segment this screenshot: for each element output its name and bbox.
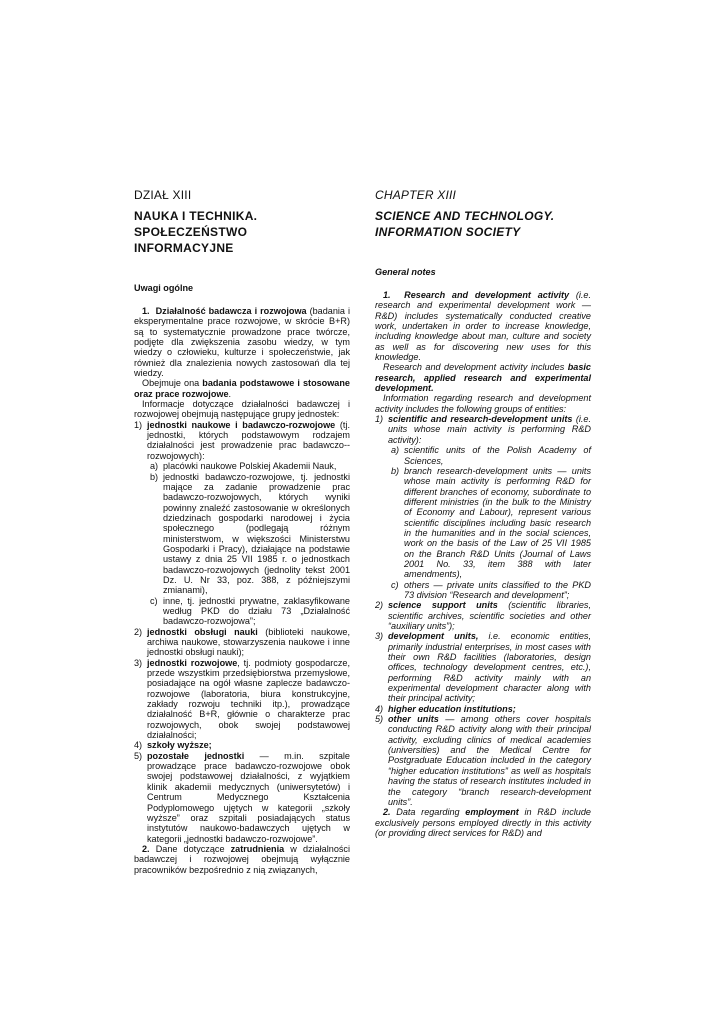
sub-list-item	[147, 472, 350, 596]
sub-list-marker: c)	[391, 579, 399, 590]
list-item	[375, 600, 591, 631]
paragraph-text: (i.e. research and experimental development work — R&D) includes systematically conducted creative work, undertaken in order to increase knowledge, including knowledge about man, culture and society as well as for discovering new uses for this knowledge.	[375, 290, 592, 363]
paragraph-text: w działalności badawczej i rozwojowej obejmują wyłącznie pracowników bezpośrednio z nią związanych,	[134, 843, 350, 875]
english-column	[375, 188, 591, 838]
chapter-title	[375, 208, 591, 240]
sub-list-marker: b)	[391, 465, 400, 476]
chapter-label: CHAPTER XIII	[375, 188, 457, 202]
sub-list	[388, 445, 591, 600]
list-item-term: jednostki rozwojowe	[147, 657, 238, 668]
list-marker: 5)	[375, 714, 384, 725]
list-item-text: (i.e. units whose main activity is performing R&D activity):	[388, 414, 591, 445]
term-bold: zatrudnienia	[230, 843, 285, 854]
list-marker: 3)	[375, 631, 384, 642]
sub-list-item	[388, 466, 591, 580]
sub-list	[147, 461, 350, 627]
list-item	[375, 704, 591, 714]
term-bold: basic research, applied research and experimental development.	[375, 362, 591, 394]
paragraph-2	[134, 378, 350, 399]
paragraph-2	[375, 362, 591, 393]
list-item-text: (tj. jednostki, których podstawowym rodzajem działalności jest prowadzenie prac badawczo--rozwojowych):	[147, 419, 350, 461]
chapter-title-line-1: NAUKA I TECHNIKA.	[134, 209, 258, 223]
list-item	[375, 631, 591, 703]
list-item-term: science support units	[388, 600, 498, 611]
list-item	[134, 740, 350, 750]
list-item-text: , tj. podmioty gospodarcze, przede wszystkim przedsiębiorstwa przemysłowe, posiadające na ogół własne zaplecze badawczo-rozwojowe (laboratoria, biura konstrukcyjne, zakłady rozwoju techniki itp.), prowadzące działalność B+R, głównie o charakterze prac rozwojowych, obok swojej podstawowej działalności;	[147, 657, 350, 741]
sub-list-text: branch research-development units — units whose main activity is performing R&D for different branches of economy, subordinate to different ministries (in the bulk to the Ministry of Economy and Labour), represent various scientific disciplines including basic research in the humanities and in the social sciences, work on the basis of the Law of 25 VII 1985 on the Branch R&D Units (Journal of Laws 2001 No. 33, item 388 with later amendments),	[404, 465, 591, 580]
list-marker: 5)	[134, 750, 143, 761]
list-item	[134, 658, 350, 741]
list-item-term: development units,	[388, 631, 479, 642]
sub-list-item	[388, 445, 591, 466]
sub-list-item	[388, 580, 591, 601]
list-item	[134, 751, 350, 844]
paragraph-text: in R&D include exclusively persons employed directly in this activity (or providing direct services for R&D) and	[375, 807, 591, 838]
sub-list-marker: a)	[391, 445, 400, 456]
list-marker: 1)	[375, 414, 384, 425]
list-item-term: pozostałe jednostki	[147, 750, 245, 761]
term-bold: Research and development activity	[404, 290, 570, 300]
paragraph-text: .	[228, 388, 232, 399]
list-marker: 2)	[134, 626, 143, 637]
list-item-term: jednostki naukowe i badawczo-rozwojowe	[147, 419, 336, 430]
list-marker: 4)	[375, 703, 384, 714]
polish-column	[134, 188, 350, 875]
chapter-title-line-1: SCIENCE AND TECHNOLOGY.	[375, 209, 555, 223]
paragraph-text: (badania i eksperymentalne prace rozwojowe, w skrócie B+R) są to systematycznie prowadzone prace twórcze, podjęte dla zwiększenia zasobu wiedzy, w tym wiedzy o człowieku, kulturze i społeczeństwie, jak również dla znalezienia nowych zastosowań dla tej wiedzy.	[134, 306, 350, 379]
paragraph-text: Obejmuje ona	[142, 378, 203, 389]
paragraph-text: Dane dotyczące	[149, 843, 231, 854]
paragraph-text: Research and development activity includes	[383, 362, 568, 373]
list-item-text: i.e. economic entities, primarily industrial enterprises, in most cases with their own R&D facilities (laboratories, design offices, technology development centres, etc.), performing R&D activity mainly with an experimental development character along with their principal activity;	[388, 631, 591, 704]
paragraph-number: 1.	[142, 306, 150, 316]
chapter-title-line-2: SPOŁECZEŃSTWO INFORMACYJNE	[134, 225, 248, 255]
sub-list-text: others — private units classified to the PKD 73 division “Research and development”;	[404, 579, 591, 600]
list-item-term: higher education institutions;	[388, 703, 516, 714]
chapter-title-line-2: INFORMATION SOCIETY	[375, 225, 521, 239]
section-subhead: General notes	[375, 267, 436, 277]
chapter-label: DZIAŁ XIII	[134, 188, 192, 202]
paragraph-number: 2.	[383, 807, 391, 818]
sub-list-item	[147, 596, 350, 627]
sub-list-text: jednostki badawczo-rozwojowe, tj. jednostki mające za zadanie prowadzenie prac badawczo-rozwojowych, których wyniki powinny znaleźć zastosowanie w określonych dziedzinach gospodarki narodowej i życia społecznego (podlegają różnym ministerstwom, w większości Ministerstwu Gospodarki i Pracy), działające na podstawie ustawy z dnia 25 VII 1985 r. o jednostkach badawczo-rozwojowych (jednolity tekst 2001 Dz. U. Nr 33, poz. 388, z późniejszymi zmianami),	[163, 471, 350, 596]
list-marker: 4)	[134, 740, 143, 751]
section-subhead: Uwagi ogólne	[134, 283, 194, 293]
paragraph-4	[134, 844, 350, 875]
paragraph-1	[134, 306, 350, 378]
paragraph-number: 1.	[383, 290, 391, 300]
list-item	[134, 420, 350, 627]
paragraph-1	[375, 290, 591, 362]
list-item-text: (scientific libraries, scientific archives, scientific societies and other “auxiliary units”);	[388, 600, 591, 631]
list-marker: 1)	[134, 419, 143, 430]
paragraph-number: 2.	[142, 843, 150, 854]
list-marker: 3)	[134, 657, 143, 668]
sub-list-item	[147, 461, 350, 471]
list-item	[375, 414, 591, 600]
list-item-text: — among others cover hospitals conducting R&D activity along with their principal activity, excluding clinics of medical academies (universities) and the Medical Centre for Postgraduate Education included in the category “higher education institutions” as well as hospitals having the status of research institutes included in the category “branch research-development units”.	[388, 714, 592, 807]
list-item-text: — m.in. szpitale prowadzące prace badawczo-rozwojowe obok swojej podstawowej działalności, z wyjątkiem klinik akademii medycznych (uniwersytetów) i Centrum Medycznego Kształcenia Podyplomowego ujętych w kategorii „szkoły wyższe” oraz szpitali posiadających status instytutów naukowo-badawczych ujętych w kategorii „jednostki badawczo-rozwojowe”.	[147, 750, 350, 844]
paragraph-3: Informacje dotyczące działalności badawczej i rozwojowej obejmują następujące grupy jednostek:	[134, 399, 350, 420]
list-item-term: scientific and research-development units	[388, 414, 573, 425]
sub-list-text: inne, tj. jednostki prywatne, zaklasyfikowane według PKD do działu 73 „Działalność badawczo-rozwojowa”;	[163, 595, 350, 627]
list-item	[134, 627, 350, 658]
sub-list-marker: c)	[150, 595, 158, 606]
term-bold: employment	[465, 807, 519, 818]
unit-list	[375, 414, 591, 807]
list-item-term: other units	[388, 714, 439, 725]
list-item	[375, 714, 591, 807]
term-bold: badania podstawowe i stosowane oraz prace rozwojowe	[134, 378, 350, 399]
list-item-text: (biblioteki naukowe, archiwa naukowe, stowarzyszenia naukowe i inne jednostki obsługi nauki);	[147, 626, 350, 658]
sub-list-text: placówki naukowe Polskiej Akademii Nauk,	[163, 461, 337, 472]
term-bold: Działalność badawcza i rozwojowa	[155, 306, 307, 316]
unit-list	[134, 420, 350, 844]
sub-list-marker: b)	[150, 471, 159, 482]
chapter-title	[134, 208, 350, 256]
paragraph-text: Data regarding	[390, 807, 466, 818]
list-marker: 2)	[375, 600, 384, 611]
sub-list-text: scientific units of the Polish Academy of Sciences,	[404, 445, 591, 466]
paragraph-4	[375, 807, 591, 838]
list-item-term: szkoły wyższe;	[147, 740, 212, 751]
list-item-term: jednostki obsługi nauki	[147, 626, 258, 637]
paragraph-3: Information regarding research and development activity includes the following groups of entities:	[375, 393, 591, 414]
sub-list-marker: a)	[150, 461, 159, 472]
